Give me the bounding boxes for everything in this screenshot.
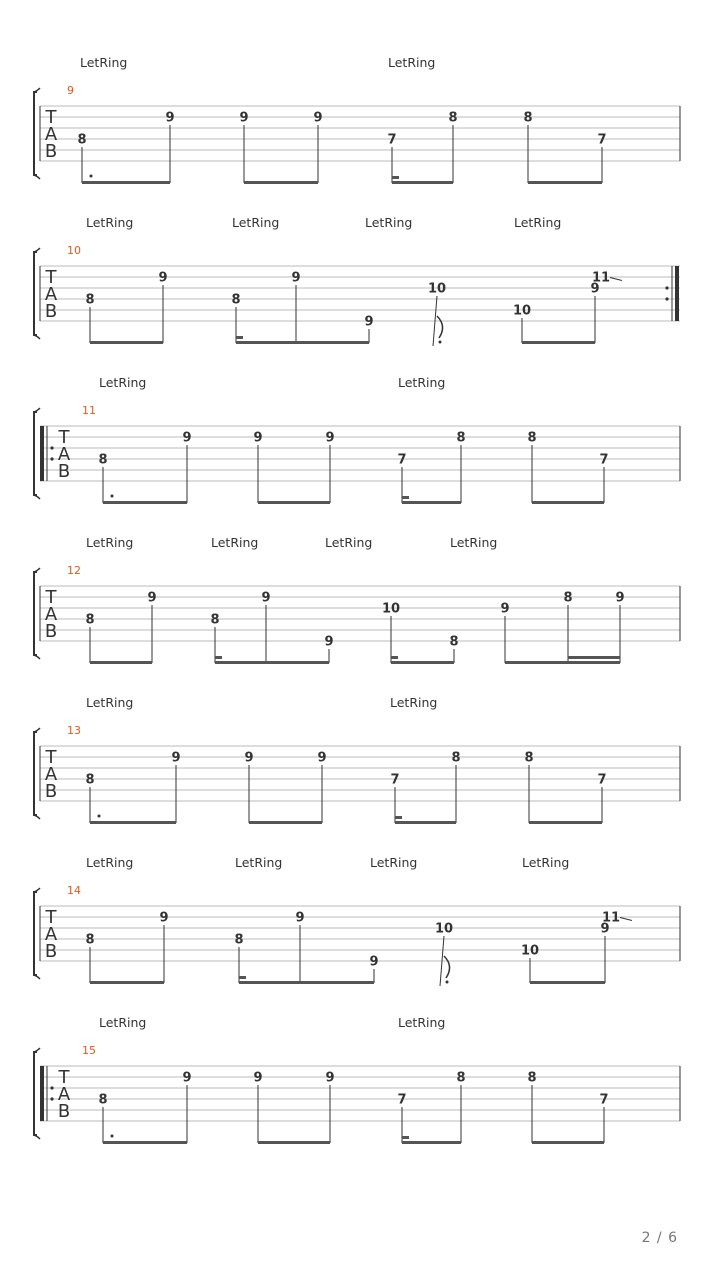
fret-number: 9	[369, 954, 379, 970]
partial-beam	[215, 656, 222, 659]
note-beam	[244, 181, 318, 184]
note-beam	[392, 181, 453, 184]
rhythm-dot	[111, 1135, 114, 1138]
tab-clef-letter: B	[44, 301, 58, 322]
fret-number: 11	[601, 910, 621, 926]
partial-beam	[392, 176, 399, 179]
note-beam	[532, 1141, 604, 1144]
note-flag	[444, 956, 450, 978]
tab-clef-letter: B	[57, 461, 71, 482]
note-flag	[437, 316, 443, 338]
tab-clef-letter: T	[58, 427, 70, 448]
fret-number: 8	[456, 430, 466, 446]
fret-number: 9	[291, 270, 301, 286]
fret-number: 7	[390, 772, 400, 788]
fret-number: 9	[253, 430, 263, 446]
fret-number: 8	[527, 430, 537, 446]
fret-number: 7	[597, 772, 607, 788]
measure-number: 9	[67, 84, 74, 97]
fret-number: 9	[313, 110, 323, 126]
note-beam	[522, 341, 595, 344]
let-ring-label: LetRing	[211, 535, 259, 550]
fret-number: 8	[77, 132, 87, 148]
measure-number: 14	[67, 884, 81, 897]
let-ring-label: LetRing	[235, 855, 283, 870]
fret-number: 8	[456, 1070, 466, 1086]
measure-number: 13	[67, 724, 81, 737]
repeat-dot	[50, 1097, 53, 1100]
fret-number: 9	[324, 634, 334, 650]
note-beam	[528, 181, 602, 184]
tab-clef-letter: T	[58, 1067, 70, 1088]
measure-number: 15	[82, 1044, 96, 1057]
fret-number: 9	[600, 921, 610, 937]
tab-clef-letter: A	[44, 604, 58, 625]
let-ring-label: LetRing	[365, 215, 413, 230]
fret-number: 9	[295, 910, 305, 926]
partial-beam	[391, 656, 398, 659]
fret-number: 9	[244, 750, 254, 766]
fret-number: 7	[397, 1092, 407, 1108]
fret-number: 8	[451, 750, 461, 766]
system-bracket	[34, 92, 37, 175]
note-beam	[529, 821, 602, 824]
fret-number: 9	[500, 601, 510, 617]
repeat-start-thick-bar	[40, 1066, 44, 1121]
note-beam	[215, 661, 329, 664]
fret-number: 8	[210, 612, 220, 628]
rhythm-dot	[90, 175, 93, 178]
tab-clef-letter: A	[57, 1084, 71, 1105]
repeat-dot	[50, 457, 53, 460]
fret-number: 10	[381, 601, 401, 617]
note-beam	[530, 981, 605, 984]
fret-number: 9	[253, 1070, 263, 1086]
fret-number: 9	[239, 110, 249, 126]
tab-clef-letter: B	[44, 781, 58, 802]
let-ring-label: LetRing	[390, 695, 438, 710]
let-ring-label: LetRing	[99, 1015, 147, 1030]
partial-beam	[395, 816, 402, 819]
fret-number: 8	[524, 750, 534, 766]
note-beam	[236, 341, 369, 344]
fret-number: 10	[427, 281, 447, 297]
fret-number: 9	[364, 314, 374, 330]
tab-clef-letter: A	[44, 924, 58, 945]
system-bracket	[34, 732, 37, 815]
let-ring-label: LetRing	[232, 215, 280, 230]
fret-number: 9	[147, 590, 157, 606]
tab-clef-letter: A	[44, 124, 58, 145]
fret-number: 9	[165, 110, 175, 126]
repeat-start-thick-bar	[40, 426, 44, 481]
let-ring-label: LetRing	[398, 1015, 446, 1030]
note-beam	[258, 1141, 330, 1144]
partial-beam	[236, 336, 243, 339]
fret-number: 7	[597, 132, 607, 148]
partial-beam	[402, 496, 409, 499]
fret-number: 9	[590, 281, 600, 297]
let-ring-label: LetRing	[450, 535, 498, 550]
system-bracket	[34, 252, 37, 335]
rhythm-dot	[439, 341, 442, 344]
fret-number: 8	[98, 1092, 108, 1108]
fret-number: 7	[387, 132, 397, 148]
let-ring-label: LetRing	[86, 215, 134, 230]
tab-clef-letter: A	[57, 444, 71, 465]
fret-number: 9	[171, 750, 181, 766]
rhythm-dot	[98, 815, 101, 818]
repeat-dot	[50, 446, 53, 449]
fret-number: 9	[325, 1070, 335, 1086]
fret-number: 9	[261, 590, 271, 606]
note-beam	[532, 501, 604, 504]
fret-number: 11	[591, 270, 611, 286]
note-beam	[90, 821, 176, 824]
fret-number: 8	[231, 292, 241, 308]
repeat-dot	[665, 286, 668, 289]
measure-number: 11	[82, 404, 96, 417]
let-ring-label: LetRing	[388, 55, 436, 70]
fret-number: 8	[234, 932, 244, 948]
tab-clef-letter: T	[45, 267, 57, 288]
fret-number: 8	[85, 292, 95, 308]
fret-number: 10	[520, 943, 540, 959]
fret-number: 9	[182, 1070, 192, 1086]
let-ring-label: LetRing	[86, 855, 134, 870]
let-ring-label: LetRing	[99, 375, 147, 390]
note-beam	[90, 661, 152, 664]
fret-number: 7	[599, 1092, 609, 1108]
note-beam	[239, 981, 374, 984]
fret-number: 10	[434, 921, 454, 937]
fret-number: 7	[599, 452, 609, 468]
repeat-end-thick-bar	[675, 266, 679, 321]
repeat-dot	[50, 1086, 53, 1089]
let-ring-label: LetRing	[86, 535, 134, 550]
fret-number: 8	[85, 932, 95, 948]
fret-number: 8	[527, 1070, 537, 1086]
tab-clef-letter: A	[44, 284, 58, 305]
tab-clef-letter: A	[44, 764, 58, 785]
note-beam	[258, 501, 330, 504]
fret-number: 8	[449, 634, 459, 650]
let-ring-label: LetRing	[370, 855, 418, 870]
note-beam	[402, 501, 461, 504]
note-beam	[402, 1141, 461, 1144]
fret-number: 8	[98, 452, 108, 468]
slide-mark	[620, 918, 632, 921]
note-beam	[82, 181, 170, 184]
note-beam	[103, 1141, 187, 1144]
tab-clef-letter: B	[44, 621, 58, 642]
fret-number: 8	[523, 110, 533, 126]
tab-clef-letter: T	[45, 747, 57, 768]
let-ring-label: LetRing	[522, 855, 570, 870]
system-bracket	[34, 412, 37, 495]
measure-number: 10	[67, 244, 81, 257]
note-beam-secondary	[568, 656, 620, 659]
tab-clef-letter: T	[45, 907, 57, 928]
page-indicator: 2 / 6	[641, 1230, 678, 1246]
fret-number: 10	[512, 303, 532, 319]
tab-clef-letter: B	[44, 941, 58, 962]
fret-number: 9	[317, 750, 327, 766]
tab-clef-letter: B	[57, 1101, 71, 1122]
slide-mark	[610, 278, 622, 281]
let-ring-label: LetRing	[325, 535, 373, 550]
let-ring-label: LetRing	[80, 55, 128, 70]
let-ring-label: LetRing	[86, 695, 134, 710]
tab-clef-letter: B	[44, 141, 58, 162]
rhythm-dot	[446, 981, 449, 984]
note-beam	[103, 501, 187, 504]
rhythm-dot	[111, 495, 114, 498]
fret-number: 9	[182, 430, 192, 446]
note-beam	[391, 661, 454, 664]
system-bracket	[34, 892, 37, 975]
fret-number: 8	[85, 772, 95, 788]
fret-number: 8	[448, 110, 458, 126]
fret-number: 9	[325, 430, 335, 446]
tab-clef-letter: T	[45, 587, 57, 608]
fret-number: 9	[615, 590, 625, 606]
fret-number: 9	[159, 910, 169, 926]
fret-number: 7	[397, 452, 407, 468]
note-beam	[90, 341, 163, 344]
note-beam	[249, 821, 322, 824]
note-beam	[90, 981, 164, 984]
partial-beam	[239, 976, 246, 979]
system-bracket	[34, 572, 37, 655]
measure-number: 12	[67, 564, 81, 577]
tab-clef-letter: T	[45, 107, 57, 128]
fret-number: 8	[563, 590, 573, 606]
repeat-dot	[665, 297, 668, 300]
note-beam	[395, 821, 456, 824]
note-beam	[505, 661, 620, 664]
fret-number: 9	[158, 270, 168, 286]
partial-beam	[402, 1136, 409, 1139]
fret-number: 8	[85, 612, 95, 628]
let-ring-label: LetRing	[398, 375, 446, 390]
let-ring-label: LetRing	[514, 215, 562, 230]
system-bracket	[34, 1052, 37, 1135]
